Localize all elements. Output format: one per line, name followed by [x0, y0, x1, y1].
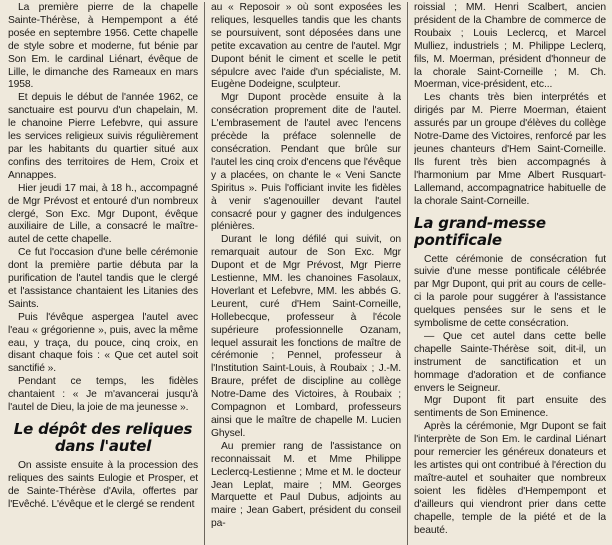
paragraph: Au premier rang de l'assistance on reconnaissait M. et Mme Philippe Leclercq-Lestienne ; Mme et M. le docteur Jean Leplat, maire ; MM. Georges Marquette et Paul Dubus, adjoints au maire ; Jean Gabert, président du conseil pa-	[211, 440, 401, 530]
paragraph: Ce fut l'occasion d'une belle cérémonie dont la première partie débuta par la purification de l'autel tandis que le clergé et l'assistance chantaient les Litanies des Saints.	[8, 247, 198, 310]
article-column-3	[414, 2, 606, 545]
paragraph: Cette cérémonie de consécration fut suivie d'une messe pontificale célébrée par Mgr Dupont, qui prit au cours de celle-ci la parole pour suggérer à l'assistance quelques pensées sur le sens et le symbolisme de cette consécration.	[414, 253, 606, 330]
paragraph: La première pierre de la chapelle Sainte-Thérèse, à Hempempont a été posée en septembre 1956. Cette chapelle de style sobre et moderne, fut bénie par Son Em. le cardinal Liénart, évêque de Lille, le dimanche des Rameaux en mars 1958.	[8, 2, 198, 91]
paragraph: — Que cet autel dans cette belle chapelle Sainte-Thérèse soit, dit-il, un instrument de sanctification et un hommage d'adoration et de confiance envers le Seigneur.	[414, 330, 606, 394]
paragraph: Puis l'évêque aspergea l'autel avec l'eau « grégorienne », puis, avec la même eau, y traça, du pouce, cinq croix, en disant chaque fois : « Que cet autel soit sanctifié ».	[8, 311, 198, 375]
headline-line: Le dépôt des reliques	[13, 420, 193, 438]
paragraph: On assiste ensuite à la procession des reliques des saints Eulogie et Prosper, et de Sainte-Thérèse d'Avila, offertes par l'Evêché. L'évêque et le clergé se rendent	[8, 460, 198, 510]
paragraph: roissial ; MM. Henri Scalbert, ancien président de la Chambre de commerce de Roubaix ; Louis Leclercq, et Marcel Mulliez, industriels ; M. Philippe Leclerq, fils, M. Moerman, président d'honneur de la chorale Saint-Corneille ; M. Ch. Moerman, vice-président, etc...	[414, 2, 606, 91]
section-headline-grand-messe: La grand-messe pontificale	[414, 213, 546, 249]
paragraph: Hier jeudi 17 mai, à 18 h., accompagné de Mgr Prévost et entouré d'un nombreux clergé, Son Exc. Mgr Dupont, évêque auxiliaire de Lille, a consacré le maître-autel de cette chapelle.	[8, 182, 198, 246]
section-headline-reliques	[8, 421, 198, 455]
paragraph: Après la cérémonie, Mgr Dupont se fait l'interprète de Son Em. le cardinal Liénart pour remercier les généreux donateurs et les artistes qui ont contribué à l'érection du maître-autel et souhaiter que nombreux soient les fidèles d'Hempempont et d'ailleurs qui viendront prier dans cette chapelle, temple de la piété et de la beauté.	[414, 421, 606, 536]
column-divider	[407, 2, 408, 545]
paragraph: Mgr Dupont fit part ensuite des sentiments de Son Eminence.	[414, 395, 606, 420]
paragraph: Mgr Dupont procède ensuite à la consécration proprement dite de l'autel. L'embrasement de l'autel avec l'encens précède la préface solennelle de consécration. Pendant que brûle sur l'autel les cinq croix d'encens que l'évêque y a placées, on chante le « Veni Sancte Spiritus ». Puis l'officiant invite les fidèles à venir s'agenouiller devant l'autel consacré pour y gagner des indulgences plénières.	[211, 92, 401, 233]
article-column-1	[8, 2, 198, 545]
paragraph: Pendant ce temps, les fidèles chantaient : « Je m'avancerai jusqu'à l'autel de Dieu, la joie de ma jeunesse ».	[8, 376, 198, 414]
article-column-2	[211, 2, 401, 545]
paragraph: Les chants très bien interprétés et dirigés par M. Pierre Moerman, étaient assurés par un groupe d'élèves du collège Notre-Dame des Victoires, renforcé par les jeunes chanteurs d'Hem Saint-Corneille. Ils furent très bien accompagnés à l'harmonium par Mme Albert Rusquart-Lallemand, accompagnatrice habituelle de la chorale Saint-Corneille.	[414, 92, 606, 207]
paragraph: Durant le long défilé qui suivit, on remarquait autour de Son Exc. Mgr Dupont et de Mgr Prévost, Mgr Pierre Lestienne, MM. les chanoines Fasolaux, Hoverlant et Lefebvre, MM. les abbés G. Leurent, curé d'Hem Saint-Corneille, Hollebecque, professeur à l'école supérieure professionnelle Ozanam, lequel assurait les fonctions de maître de cérémonie ; Pennel, professeur à l'Institution Saint-Louis, à Roubaix ; J.-M. Braure, préfet de discipline au collège Notre-Dame des Victoires, à Roubaix ; Compagnon et Lombard, professeurs ainsi que le maître de chapelle M. Lucien Ghysel.	[211, 234, 401, 439]
column-divider	[204, 2, 205, 545]
paragraph: Et depuis le début de l'année 1962, ce sanctuaire est pourvu d'un chapelain, M. le chanoine Pierre Lefebvre, qui assure les services religieux suivis régulièrement par les habitants du quartier situé aux confins des territoires de Hem, Croix et Annappes.	[8, 92, 198, 181]
paragraph: au « Reposoir » où sont exposées les reliques, lesquelles tandis que les chants se poursuivent, sont déposées dans une petite excavation au centre de l'autel. Mgr Dupont bénit le ciment et scelle le petit sépulcre avec l'aide d'un spécialiste, M. Eugène Dodeigne, sculpteur.	[211, 2, 401, 91]
headline-line: dans l'autel	[54, 437, 152, 455]
